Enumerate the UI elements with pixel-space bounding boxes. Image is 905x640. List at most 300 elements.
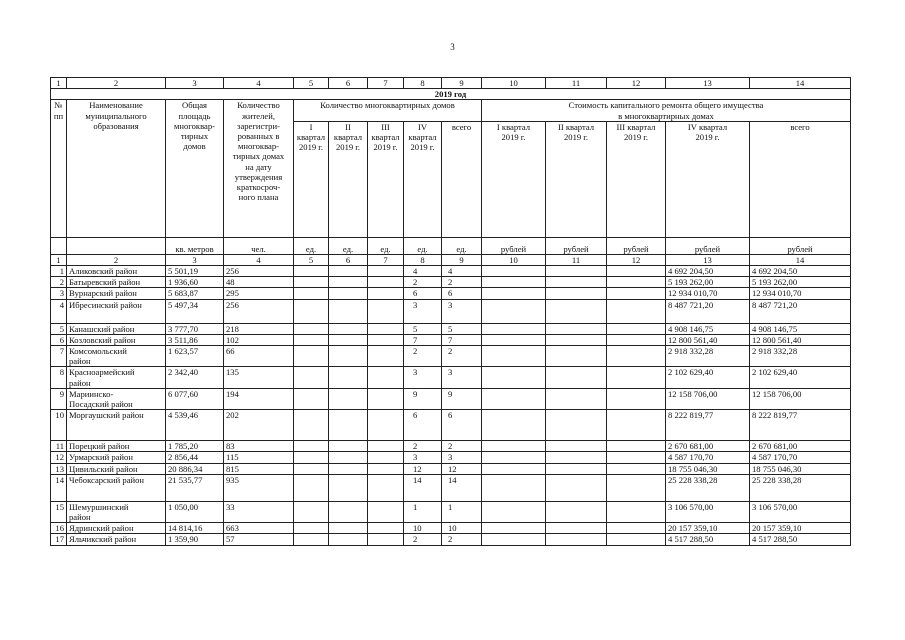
houses-q4: 2 <box>404 346 442 367</box>
houses-q4: 3 <box>404 452 442 463</box>
residents-count: 202 <box>224 410 294 441</box>
cost-q1 <box>482 452 546 463</box>
total-area: 14 814,16 <box>166 523 224 534</box>
header-area: Общая площадь многоквар- тирных домов <box>166 100 224 237</box>
table-row <box>51 534 851 545</box>
cost-q2 <box>546 534 607 545</box>
cost-q3 <box>607 346 666 367</box>
table-row <box>51 452 851 463</box>
houses-q2 <box>329 523 368 534</box>
row-number: 16 <box>51 523 67 534</box>
houses-q3 <box>368 346 404 367</box>
houses-q1 <box>294 534 329 545</box>
houses-q2 <box>329 501 368 522</box>
column-number: 5 <box>294 254 329 265</box>
houses-q4: 14 <box>404 474 442 501</box>
cost-q1 <box>482 388 546 409</box>
houses-q4: 5 <box>404 323 442 334</box>
total-area: 5 683,87 <box>166 288 224 299</box>
total-area: 3 511,86 <box>166 334 224 345</box>
table-row <box>51 367 851 388</box>
table-row <box>51 410 851 441</box>
total-area: 1 359,90 <box>166 534 224 545</box>
cost-q4: 4 517 288,50 <box>666 534 750 545</box>
cost-total: 12 158 706,00 <box>750 388 851 409</box>
municipality-name: Ядринский район <box>67 523 166 534</box>
column-number: 14 <box>750 78 851 89</box>
houses-total: 3 <box>442 367 482 388</box>
cost-total: 3 106 570,00 <box>750 501 851 522</box>
cost-total: 4 692 204,50 <box>750 266 851 277</box>
cost-total: 4 587 170,70 <box>750 452 851 463</box>
cost-q4: 12 800 561,40 <box>666 334 750 345</box>
cost-q2 <box>546 334 607 345</box>
column-number: 9 <box>442 254 482 265</box>
unit-cell: рублей <box>607 237 666 254</box>
table-row <box>51 441 851 452</box>
column-number: 2 <box>67 78 166 89</box>
houses-q1 <box>294 299 329 323</box>
municipality-name: Комсомольский район <box>67 346 166 367</box>
row-number: 17 <box>51 534 67 545</box>
residents-count: 115 <box>224 452 294 463</box>
houses-q1 <box>294 441 329 452</box>
column-number: 1 <box>51 78 67 89</box>
cost-q1 <box>482 288 546 299</box>
cost-q1 <box>482 266 546 277</box>
column-number: 11 <box>546 78 607 89</box>
cost-q4: 25 228 338,28 <box>666 474 750 501</box>
cost-q2 <box>546 523 607 534</box>
cost-total: 5 193 262,00 <box>750 277 851 288</box>
cost-q3 <box>607 367 666 388</box>
houses-q3 <box>368 367 404 388</box>
houses-total: 6 <box>442 288 482 299</box>
houses-q4: 3 <box>404 299 442 323</box>
units-row <box>51 237 851 254</box>
residents-count: 57 <box>224 534 294 545</box>
cost-total: 20 157 359,10 <box>750 523 851 534</box>
cost-q4: 12 158 706,00 <box>666 388 750 409</box>
header-q4-cost: IV квартал 2019 г. <box>666 121 750 237</box>
houses-q2 <box>329 299 368 323</box>
houses-q3 <box>368 388 404 409</box>
unit-cell <box>51 237 67 254</box>
houses-q2 <box>329 452 368 463</box>
houses-q2 <box>329 334 368 345</box>
cost-q2 <box>546 452 607 463</box>
houses-total: 3 <box>442 299 482 323</box>
houses-q1 <box>294 334 329 345</box>
cost-q2 <box>546 463 607 474</box>
houses-q1 <box>294 410 329 441</box>
houses-q1 <box>294 463 329 474</box>
table-row <box>51 277 851 288</box>
houses-q2 <box>329 474 368 501</box>
column-number: 7 <box>368 254 404 265</box>
municipality-name: Мариинско- Посадский район <box>67 388 166 409</box>
cost-total: 2 102 629,40 <box>750 367 851 388</box>
total-area: 5 497,34 <box>166 299 224 323</box>
column-numbers-row <box>51 78 851 89</box>
houses-q2 <box>329 441 368 452</box>
column-number: 14 <box>750 254 851 265</box>
total-area: 6 077,60 <box>166 388 224 409</box>
houses-q2 <box>329 323 368 334</box>
cost-q4: 2 102 629,40 <box>666 367 750 388</box>
cost-q3 <box>607 452 666 463</box>
municipality-name: Вурнарский район <box>67 288 166 299</box>
row-number: 12 <box>51 452 67 463</box>
cost-q2 <box>546 474 607 501</box>
houses-q3 <box>368 474 404 501</box>
cost-q1 <box>482 474 546 501</box>
cost-q2 <box>546 441 607 452</box>
houses-q4: 3 <box>404 367 442 388</box>
houses-q2 <box>329 266 368 277</box>
municipality-name: Урмарский район <box>67 452 166 463</box>
column-number: 3 <box>166 254 224 265</box>
houses-q2 <box>329 367 368 388</box>
cost-q4: 2 918 332,28 <box>666 346 750 367</box>
houses-q2 <box>329 463 368 474</box>
cost-q4: 4 692 204,50 <box>666 266 750 277</box>
cost-q1 <box>482 501 546 522</box>
cost-q3 <box>607 323 666 334</box>
cost-q4: 5 193 262,00 <box>666 277 750 288</box>
column-number: 13 <box>666 78 750 89</box>
houses-total: 3 <box>442 452 482 463</box>
column-number: 12 <box>607 254 666 265</box>
residents-count: 815 <box>224 463 294 474</box>
houses-q3 <box>368 501 404 522</box>
residents-count: 935 <box>224 474 294 501</box>
cost-q2 <box>546 288 607 299</box>
table-row <box>51 299 851 323</box>
houses-q4: 6 <box>404 410 442 441</box>
cost-q2 <box>546 299 607 323</box>
residents-count: 194 <box>224 388 294 409</box>
cost-total: 8 487 721,20 <box>750 299 851 323</box>
header-q1-cost: I квартал 2019 г. <box>482 121 546 237</box>
unit-cell: рублей <box>750 237 851 254</box>
total-area: 3 777,70 <box>166 323 224 334</box>
houses-q3 <box>368 288 404 299</box>
column-numbers-row-repeat <box>51 254 851 265</box>
row-number: 13 <box>51 463 67 474</box>
column-number: 4 <box>224 254 294 265</box>
unit-cell: ед. <box>294 237 329 254</box>
year-title: 2019 год <box>51 89 851 100</box>
header-q3-cost: III квартал 2019 г. <box>607 121 666 237</box>
houses-q1 <box>294 277 329 288</box>
houses-q1 <box>294 367 329 388</box>
cost-q2 <box>546 346 607 367</box>
header-row-1 <box>51 100 851 121</box>
header-q2-houses: II квартал 2019 г. <box>329 121 368 237</box>
cost-q1 <box>482 410 546 441</box>
houses-total: 2 <box>442 534 482 545</box>
table-row <box>51 463 851 474</box>
houses-q1 <box>294 523 329 534</box>
municipality-name: Шемуршинский район <box>67 501 166 522</box>
table-row <box>51 288 851 299</box>
row-number: 7 <box>51 346 67 367</box>
row-number: 2 <box>51 277 67 288</box>
municipality-name: Порецкий район <box>67 441 166 452</box>
header-q4-houses: IV квартал 2019 г. <box>404 121 442 237</box>
cost-q2 <box>546 277 607 288</box>
unit-cell: рублей <box>546 237 607 254</box>
houses-total: 4 <box>442 266 482 277</box>
houses-q1 <box>294 266 329 277</box>
houses-q3 <box>368 410 404 441</box>
cost-q3 <box>607 277 666 288</box>
houses-q4: 2 <box>404 277 442 288</box>
cost-q3 <box>607 388 666 409</box>
cost-q1 <box>482 334 546 345</box>
unit-cell: кв. метров <box>166 237 224 254</box>
column-number: 13 <box>666 254 750 265</box>
unit-cell: ед. <box>404 237 442 254</box>
row-number: 11 <box>51 441 67 452</box>
cost-q4: 8 222 819,77 <box>666 410 750 441</box>
houses-total: 1 <box>442 501 482 522</box>
houses-q4: 7 <box>404 334 442 345</box>
houses-q4: 6 <box>404 288 442 299</box>
total-area: 20 886,34 <box>166 463 224 474</box>
table-row <box>51 266 851 277</box>
cost-q1 <box>482 463 546 474</box>
residents-count: 102 <box>224 334 294 345</box>
houses-q1 <box>294 474 329 501</box>
houses-q3 <box>368 441 404 452</box>
unit-cell: рублей <box>666 237 750 254</box>
column-number: 5 <box>294 78 329 89</box>
column-number: 1 <box>51 254 67 265</box>
unit-cell: рублей <box>482 237 546 254</box>
table-row <box>51 388 851 409</box>
total-area: 1 936,60 <box>166 277 224 288</box>
cost-q1 <box>482 534 546 545</box>
cost-total: 4 517 288,50 <box>750 534 851 545</box>
houses-total: 6 <box>442 410 482 441</box>
table-row <box>51 501 851 522</box>
residents-count: 48 <box>224 277 294 288</box>
total-area: 5 501,19 <box>166 266 224 277</box>
header-residents: Количество жителей, зарегистри- рованных в многоквар- тирных домах на дату утверждения краткосроч- ного плана <box>224 100 294 237</box>
page-number: 3 <box>450 42 455 52</box>
total-area: 21 535,77 <box>166 474 224 501</box>
houses-q1 <box>294 388 329 409</box>
residents-count: 663 <box>224 523 294 534</box>
houses-total: 5 <box>442 323 482 334</box>
houses-q2 <box>329 346 368 367</box>
houses-q2 <box>329 410 368 441</box>
column-number: 6 <box>329 254 368 265</box>
cost-total: 12 934 010,70 <box>750 288 851 299</box>
houses-q1 <box>294 323 329 334</box>
municipality-name: Аликовский район <box>67 266 166 277</box>
houses-q3 <box>368 277 404 288</box>
row-number: 10 <box>51 410 67 441</box>
houses-q1 <box>294 288 329 299</box>
column-number: 6 <box>329 78 368 89</box>
table-row <box>51 323 851 334</box>
total-area: 4 539,46 <box>166 410 224 441</box>
residents-count: 256 <box>224 266 294 277</box>
unit-cell: ед. <box>442 237 482 254</box>
cost-q1 <box>482 323 546 334</box>
cost-total: 4 908 146,75 <box>750 323 851 334</box>
houses-q4: 9 <box>404 388 442 409</box>
cost-total: 2 670 681,00 <box>750 441 851 452</box>
residents-count: 33 <box>224 501 294 522</box>
cost-q3 <box>607 474 666 501</box>
houses-q3 <box>368 323 404 334</box>
cost-q4: 12 934 010,70 <box>666 288 750 299</box>
residents-count: 66 <box>224 346 294 367</box>
column-number: 10 <box>482 254 546 265</box>
row-number: 8 <box>51 367 67 388</box>
row-number: 5 <box>51 323 67 334</box>
municipality-name: Яльчикский район <box>67 534 166 545</box>
table-row <box>51 346 851 367</box>
houses-q2 <box>329 534 368 545</box>
residents-count: 135 <box>224 367 294 388</box>
total-area: 1 050,00 <box>166 501 224 522</box>
houses-q3 <box>368 266 404 277</box>
cost-q3 <box>607 334 666 345</box>
cost-q3 <box>607 441 666 452</box>
municipality-name: Чебоксарский район <box>67 474 166 501</box>
unit-cell: ед. <box>329 237 368 254</box>
cost-q4: 8 487 721,20 <box>666 299 750 323</box>
residents-count: 256 <box>224 299 294 323</box>
header-total-houses: всего <box>442 121 482 237</box>
column-number: 8 <box>404 78 442 89</box>
municipality-name: Козловский район <box>67 334 166 345</box>
houses-q2 <box>329 388 368 409</box>
row-number: 3 <box>51 288 67 299</box>
houses-q3 <box>368 299 404 323</box>
houses-q3 <box>368 523 404 534</box>
houses-q4: 2 <box>404 441 442 452</box>
cost-q3 <box>607 299 666 323</box>
total-area: 2 856,44 <box>166 452 224 463</box>
cost-q2 <box>546 388 607 409</box>
cost-q4: 4 908 146,75 <box>666 323 750 334</box>
unit-cell: чел. <box>224 237 294 254</box>
cost-q3 <box>607 463 666 474</box>
houses-q2 <box>329 277 368 288</box>
cost-q4: 18 755 046,30 <box>666 463 750 474</box>
cost-q3 <box>607 534 666 545</box>
houses-q4: 10 <box>404 523 442 534</box>
row-number: 9 <box>51 388 67 409</box>
column-number: 8 <box>404 254 442 265</box>
houses-total: 9 <box>442 388 482 409</box>
houses-q3 <box>368 452 404 463</box>
header-total-cost: всего <box>750 121 851 237</box>
houses-q1 <box>294 501 329 522</box>
residents-count: 295 <box>224 288 294 299</box>
cost-q4: 2 670 681,00 <box>666 441 750 452</box>
cost-q1 <box>482 299 546 323</box>
houses-q2 <box>329 288 368 299</box>
row-number: 1 <box>51 266 67 277</box>
row-number: 14 <box>51 474 67 501</box>
cost-q3 <box>607 523 666 534</box>
column-number: 7 <box>368 78 404 89</box>
column-number: 12 <box>607 78 666 89</box>
header-houses-group: Количество многоквартирных домов <box>294 100 482 121</box>
cost-q1 <box>482 346 546 367</box>
houses-q4: 1 <box>404 501 442 522</box>
houses-total: 12 <box>442 463 482 474</box>
row-number: 6 <box>51 334 67 345</box>
houses-q4: 4 <box>404 266 442 277</box>
houses-q1 <box>294 452 329 463</box>
column-number: 2 <box>67 254 166 265</box>
cost-q3 <box>607 288 666 299</box>
houses-q1 <box>294 346 329 367</box>
column-number: 4 <box>224 78 294 89</box>
houses-total: 14 <box>442 474 482 501</box>
column-number: 9 <box>442 78 482 89</box>
cost-q3 <box>607 266 666 277</box>
cost-q4: 4 587 170,70 <box>666 452 750 463</box>
cost-q2 <box>546 323 607 334</box>
row-number: 15 <box>51 501 67 522</box>
table-row <box>51 523 851 534</box>
cost-q2 <box>546 410 607 441</box>
residents-count: 83 <box>224 441 294 452</box>
cost-q4: 20 157 359,10 <box>666 523 750 534</box>
cost-total: 25 228 338,28 <box>750 474 851 501</box>
unit-cell <box>67 237 166 254</box>
row-number: 4 <box>51 299 67 323</box>
cost-q1 <box>482 441 546 452</box>
cost-q4: 3 106 570,00 <box>666 501 750 522</box>
houses-q3 <box>368 334 404 345</box>
year-row <box>51 89 851 100</box>
residents-count: 218 <box>224 323 294 334</box>
cost-q1 <box>482 277 546 288</box>
cost-q1 <box>482 523 546 534</box>
header-name: Наименование муниципального образования <box>67 100 166 237</box>
houses-q4: 2 <box>404 534 442 545</box>
cost-q3 <box>607 501 666 522</box>
cost-total: 8 222 819,77 <box>750 410 851 441</box>
municipality-name: Моргаушский район <box>67 410 166 441</box>
header-no: № пп <box>51 100 67 237</box>
header-q1-houses: I квартал 2019 г. <box>294 121 329 237</box>
table-row <box>51 334 851 345</box>
total-area: 1 785,20 <box>166 441 224 452</box>
municipality-name: Ибресинский район <box>67 299 166 323</box>
unit-cell: ед. <box>368 237 404 254</box>
houses-total: 2 <box>442 277 482 288</box>
header-cost-group: Стоимость капитального ремонта общего имущества в многоквартирных домах <box>482 100 851 121</box>
houses-total: 10 <box>442 523 482 534</box>
houses-q3 <box>368 463 404 474</box>
municipality-name: Батыревский район <box>67 277 166 288</box>
capital-repair-table <box>50 77 851 546</box>
total-area: 2 342,40 <box>166 367 224 388</box>
houses-q4: 12 <box>404 463 442 474</box>
column-number: 3 <box>166 78 224 89</box>
